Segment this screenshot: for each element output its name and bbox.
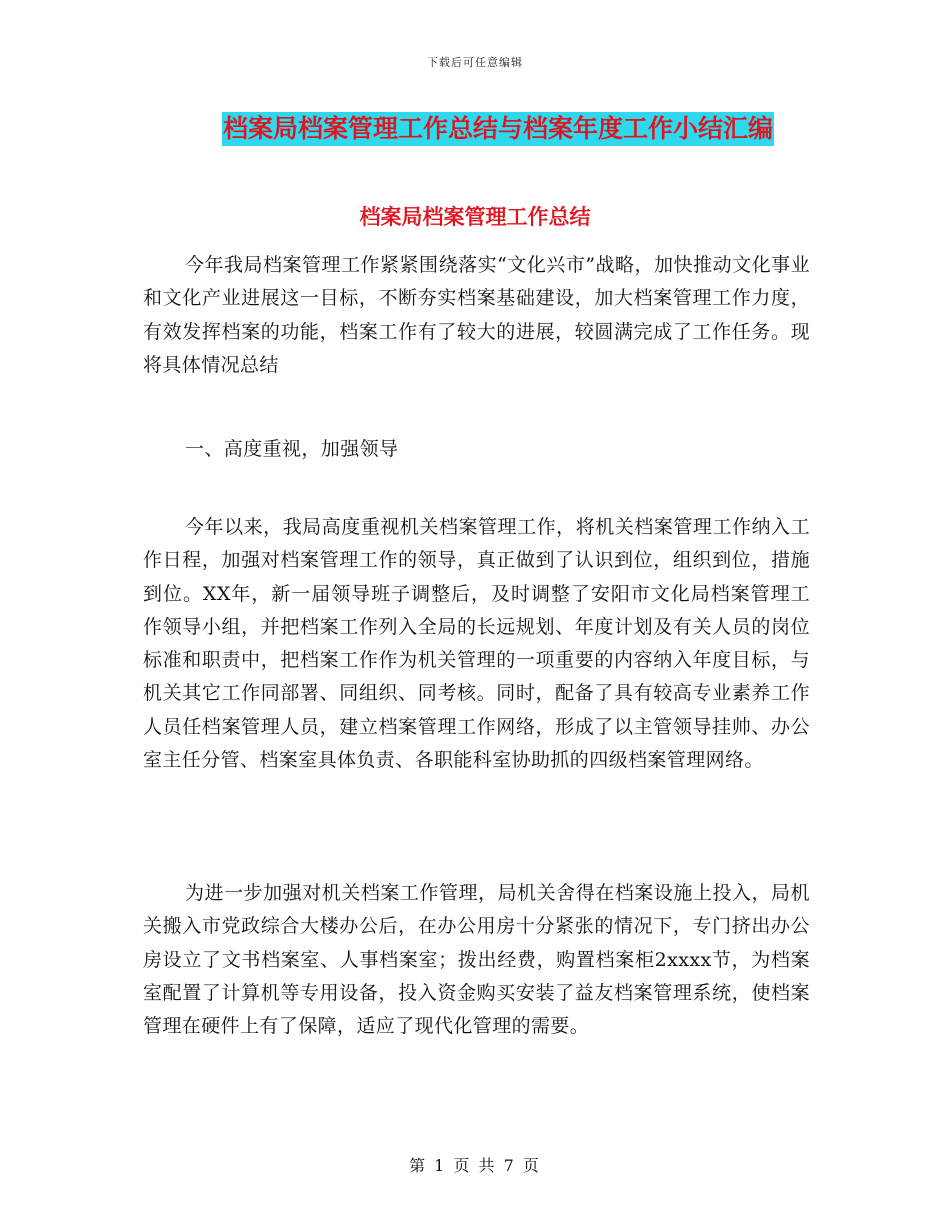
page-number-footer: 第 1 页 共 7 页 — [409, 1156, 541, 1175]
paragraph-intro: 今年我局档案管理工作紧紧围绕落实“文化兴市”战略，加快推动文化事业和文化产业进展这一目标，不断夯实档案基础建设，加大档案管理工作力度，有效发挥档案的功能，档案工作有了较大的进展，较圆满完成了工作任务。现将具体情况总结 — [143, 254, 810, 376]
document-title-block — [0, 112, 950, 146]
subheading-leadership: 一、高度重视，加强领导 — [185, 438, 399, 460]
paragraph-leadership: 今年以来，我局高度重视机关档案管理工作，将机关档案管理工作纳入工作日程，加强对档案管理工作的领导，真正做到了认识到位，组织到位，措施到位。XX年，新一届领导班子调整后，及时调整了安阳市文化局档案管理工作领导小组，并把档案工作列入全局的长远规划、年度计划及有关人员的岗位标准和职责中，把档案工作作为机关管理的一项重要的内容纳入年度目标，与机关其它工作同部署、同组织、同考核。同时，配备了具有较高专业素养工作人员任档案管理人员，建立档案管理工作网络，形成了以主管领导挂帅、办公室主任分管、档案室具体负责、各职能科室协助抓的四级档案管理网络。 — [143, 516, 810, 772]
section-title: 档案局档案管理工作总结 — [359, 204, 591, 229]
document-title: 档案局档案管理工作总结与档案年度工作小结汇编 — [222, 112, 774, 146]
paragraph-facilities: 为进一步加强对机关档案工作管理，局机关舍得在档案设施上投入，局机关搬入市党政综合大楼办公后，在办公用房十分紧张的情况下，专门挤出办公房设立了文书档案室、人事档案室；拨出经费，购置档案柜2xxxx节，为档案室配置了计算机等专用设备，投入资金购买安装了益友档案管理系统，使档案管理在硬件上有了保障，适应了现代化管理的需要。 — [143, 882, 810, 1038]
page-header-note: 下载后可任意编辑 — [427, 56, 523, 69]
